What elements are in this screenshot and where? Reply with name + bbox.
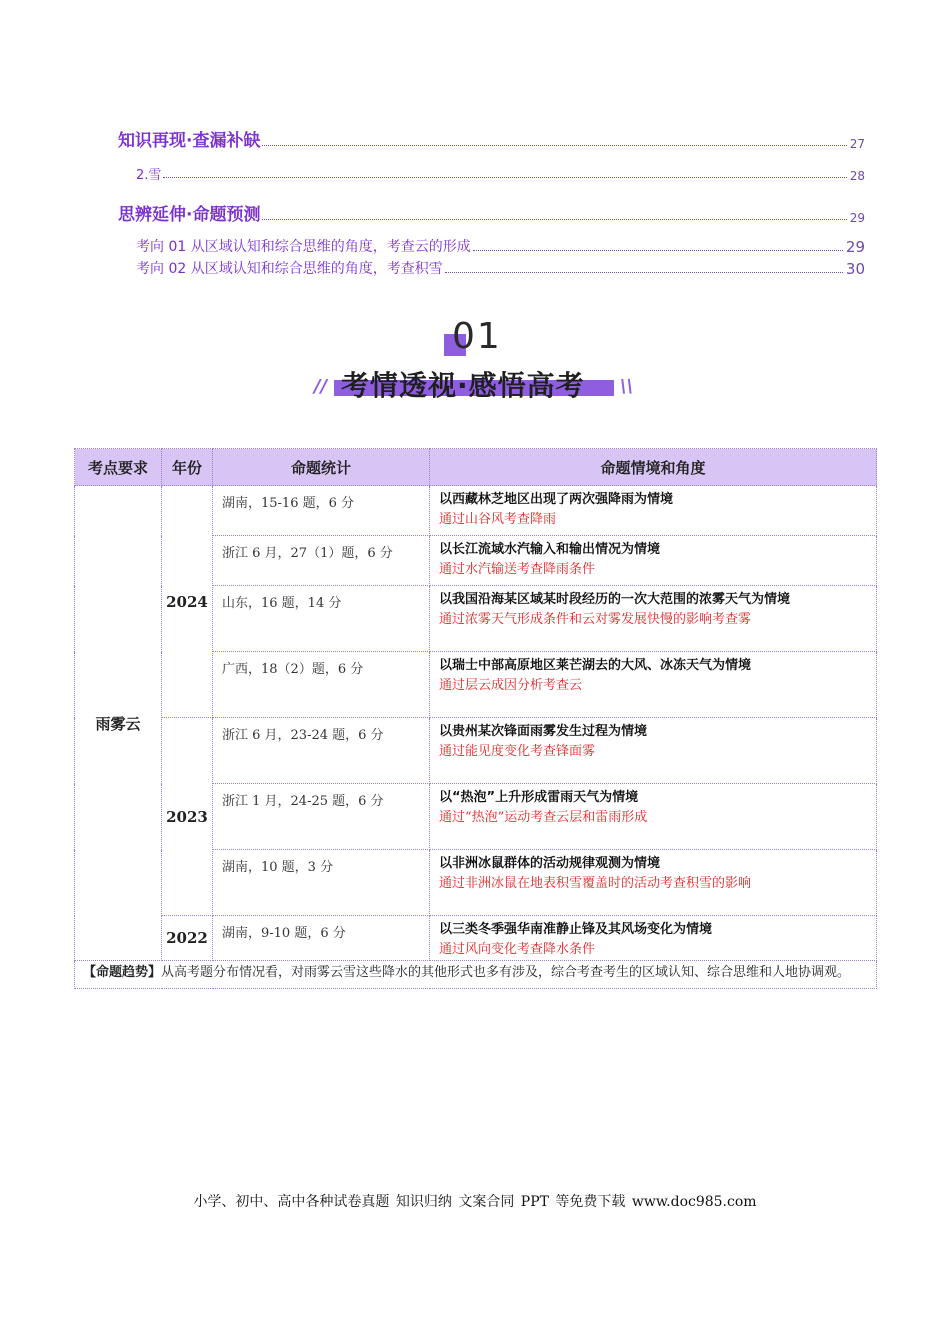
- table-header-row: [75, 449, 877, 486]
- trend-text: 从高考题分布情况看，对雨雾云雪这些降水的其他形式也多有涉及，综合考查考生的区域认知、综合思维和人地协调观。: [161, 965, 851, 980]
- context-main: 以“热泡”上升形成雷雨天气为情境: [439, 790, 639, 805]
- stat-cell: 山东，16 题，14 分: [213, 586, 430, 652]
- toc-leader-dots: [163, 177, 846, 178]
- trend-cell: [75, 961, 877, 989]
- context-angle: 通过非洲冰鼠在地表积雪覆盖时的活动考查积雪的影响: [439, 876, 752, 891]
- context-cell: [430, 850, 877, 916]
- context-main: 以我国沿海某区域某时段经历的一次大范围的浓雾天气为情境: [439, 592, 791, 607]
- year-cell: 2022: [162, 916, 213, 961]
- context-cell: [430, 536, 877, 586]
- context-main: 以非洲冰鼠群体的活动规律观测为情境: [439, 856, 661, 871]
- context-main: 以长江流域水汽输入和输出情况为情境: [439, 542, 661, 557]
- topic-cell: 雨雾云: [75, 486, 162, 961]
- table-row: [75, 486, 877, 536]
- left-slash-decoration: //: [314, 376, 328, 397]
- stat-cell: 广西，18（2）题，6 分: [213, 652, 430, 718]
- context-main: 以三类冬季强华南准静止锋及其风场变化为情境: [439, 922, 713, 937]
- context-angle: 通过风向变化考查降水条件: [439, 942, 596, 957]
- table-row: [75, 916, 877, 961]
- toc-entry-label: 思辨延伸·命题预测: [118, 205, 261, 225]
- toc-entry-page: 30: [845, 260, 865, 278]
- toc-entry-page: 27: [849, 137, 865, 151]
- stat-cell: 湖南，10 题，3 分: [213, 850, 430, 916]
- header-stats: 命题统计: [213, 449, 430, 486]
- page-footer: 小学、初中、高中各种试卷真题 知识归纳 文案合同 PPT 等免费下载 www.doc985.com: [193, 1194, 757, 1210]
- context-angle: 通过水汽输送考查降雨条件: [439, 562, 596, 577]
- toc-entry-page: 28: [849, 169, 865, 183]
- context-cell: [430, 718, 877, 784]
- toc-entry-page: 29: [849, 211, 865, 225]
- table-row: [75, 718, 877, 784]
- section-number: 01: [452, 316, 502, 357]
- context-main: 以贵州某次锋面雨雾发生过程为情境: [439, 724, 648, 739]
- context-main: 以瑞士中部高原地区莱芒湖去的大风、冰冻天气为情境: [439, 658, 752, 673]
- stat-cell: 浙江 6 月，23-24 题，6 分: [213, 718, 430, 784]
- toc-entry-label: 考向 02 从区域认知和综合思维的角度，考查积雪: [136, 261, 443, 277]
- year-cell: 2024: [162, 486, 213, 718]
- toc-entry[interactable]: [118, 164, 865, 183]
- header-context: 命题情境和角度: [430, 449, 877, 486]
- context-angle: 通过“热泡”运动考查云层和雷雨形成: [439, 810, 648, 825]
- section-title: 考情透视·感悟高考: [341, 369, 585, 402]
- toc-leader-dots: [262, 219, 846, 220]
- context-main: 以西藏林芝地区出现了两次强降雨为情境: [439, 492, 674, 507]
- right-slash-decoration: \\: [620, 376, 634, 397]
- context-angle: 通过浓雾天气形成条件和云对雾发展快慢的影响考查雾: [439, 612, 752, 627]
- toc-entry-page: 29: [845, 238, 865, 256]
- context-cell: [430, 486, 877, 536]
- toc-entry-label: 考向 01 从区域认知和综合思维的角度，考查云的形成: [136, 239, 471, 255]
- header-year: 年份: [162, 449, 213, 486]
- context-angle: 通过山谷风考查降雨: [439, 512, 557, 527]
- stat-cell: 浙江 6 月，27（1）题，6 分: [213, 536, 430, 586]
- toc-leader-dots: [473, 250, 843, 251]
- toc-leader-dots: [445, 272, 843, 273]
- trend-row: [75, 961, 877, 989]
- header-topic: 考点要求: [75, 449, 162, 486]
- stat-cell: 湖南，9-10 题，6 分: [213, 916, 430, 961]
- stat-cell: 浙江 1 月，24-25 题，6 分: [213, 784, 430, 850]
- trend-label: 【命题趋势】: [83, 965, 162, 980]
- toc-leader-dots: [262, 145, 846, 146]
- context-angle: 通过能见度变化考查锋面雾: [439, 744, 596, 759]
- context-cell: [430, 784, 877, 850]
- context-angle: 通过层云成因分析考查云: [439, 678, 583, 693]
- toc-entry-label: 2.雪: [136, 168, 162, 183]
- context-cell: [430, 916, 877, 961]
- exam-analysis-table: [74, 448, 876, 989]
- toc-entry[interactable]: [118, 200, 865, 225]
- year-cell: 2023: [162, 718, 213, 916]
- context-cell: [430, 586, 877, 652]
- context-cell: [430, 652, 877, 718]
- stat-cell: 湖南，15-16 题，6 分: [213, 486, 430, 536]
- toc-entry[interactable]: [118, 236, 865, 256]
- toc-entry[interactable]: [118, 258, 865, 278]
- toc-entry[interactable]: [118, 126, 865, 151]
- toc-entry-label: 知识再现·查漏补缺: [118, 131, 261, 151]
